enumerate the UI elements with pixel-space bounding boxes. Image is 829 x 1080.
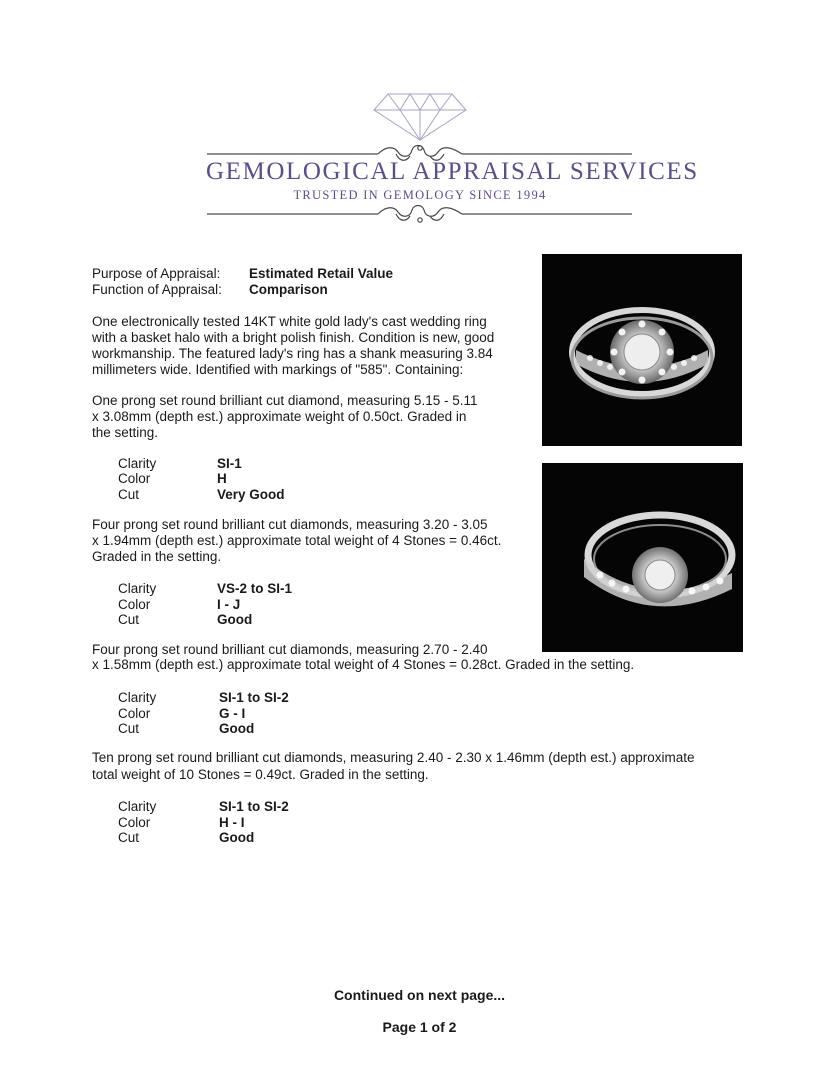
logo-subtitle: TRUSTED IN GEMOLOGY SINCE 1994 xyxy=(293,188,547,202)
stone-description-line: Four prong set round brilliant cut diamonds, measuring 2.70 - 2.40 xyxy=(92,642,488,657)
cut-value: Good xyxy=(217,612,253,627)
bottom-flourish xyxy=(207,206,632,223)
clarity-label: Clarity xyxy=(118,581,157,596)
stone-description-line: Four prong set round brilliant cut diamonds, measuring 3.20 - 3.05 xyxy=(92,517,488,532)
stone-description-line: Ten prong set round brilliant cut diamonds, measuring 2.40 - 2.30 x 1.46mm (depth est.) approximate xyxy=(92,750,695,765)
clarity-value: SI-1 xyxy=(217,456,242,471)
color-label: Color xyxy=(118,706,151,721)
clarity-value: VS-2 to SI-1 xyxy=(217,581,293,596)
stone-description-line: the setting. xyxy=(92,425,159,440)
description-line: millimeters wide. Identified with markings of "585". Containing: xyxy=(92,362,464,377)
color-label: Color xyxy=(118,471,151,486)
clarity-label: Clarity xyxy=(118,799,157,814)
cut-label: Cut xyxy=(118,830,140,845)
clarity-label: Clarity xyxy=(118,690,157,705)
color-value: I - J xyxy=(217,597,241,612)
ring-photo-top xyxy=(542,254,742,446)
color-value: H xyxy=(217,471,227,486)
color-label: Color xyxy=(118,597,151,612)
stone-description-line: x 1.94mm (depth est.) approximate total weight of 4 Stones = 0.46ct. xyxy=(92,533,502,548)
purpose-value: Estimated Retail Value xyxy=(249,266,394,281)
purpose-label: Purpose of Appraisal: xyxy=(92,266,221,281)
ring-photo-angle xyxy=(542,463,743,652)
stone-description-line: x 1.58mm (depth est.) approximate total weight of 4 Stones = 0.28ct. Graded in the setting. xyxy=(92,657,635,672)
continued-note: Continued on next page... xyxy=(333,987,506,1003)
cut-value: Good xyxy=(219,830,255,845)
function-label: Function of Appraisal: xyxy=(92,282,222,297)
color-label: Color xyxy=(118,815,151,830)
clarity-value: SI-1 to SI-2 xyxy=(219,799,289,814)
cut-value: Very Good xyxy=(217,487,285,502)
stone-description-line: x 3.08mm (depth est.) approximate weight of 0.50ct. Graded in xyxy=(92,409,467,424)
logo-title: GEMOLOGICAL APPRAISAL SERVICES xyxy=(206,158,699,185)
diamond-icon xyxy=(374,94,466,140)
color-value: G - I xyxy=(219,706,246,721)
description-line: One electronically tested 14KT white gold lady's cast wedding ring xyxy=(92,314,487,329)
stone-description-line: Graded in the setting. xyxy=(92,549,222,564)
clarity-label: Clarity xyxy=(118,456,157,471)
clarity-value: SI-1 to SI-2 xyxy=(219,690,289,705)
cut-value: Good xyxy=(219,721,255,736)
cut-label: Cut xyxy=(118,612,140,627)
function-value: Comparison xyxy=(249,282,328,297)
stone-description-line: total weight of 10 Stones = 0.49ct. Graded in the setting. xyxy=(92,767,429,782)
page-number: Page 1 of 2 xyxy=(382,1019,457,1035)
cut-label: Cut xyxy=(118,487,140,502)
color-value: H - I xyxy=(219,815,245,830)
stone-description-line: One prong set round brilliant cut diamond, measuring 5.15 - 5.11 xyxy=(92,393,478,408)
cut-label: Cut xyxy=(118,721,140,736)
description-line: with a basket halo with a bright polish finish. Condition is new, good xyxy=(92,330,495,345)
description-line: workmanship. The featured lady's ring has a shank measuring 3.84 xyxy=(92,346,493,361)
